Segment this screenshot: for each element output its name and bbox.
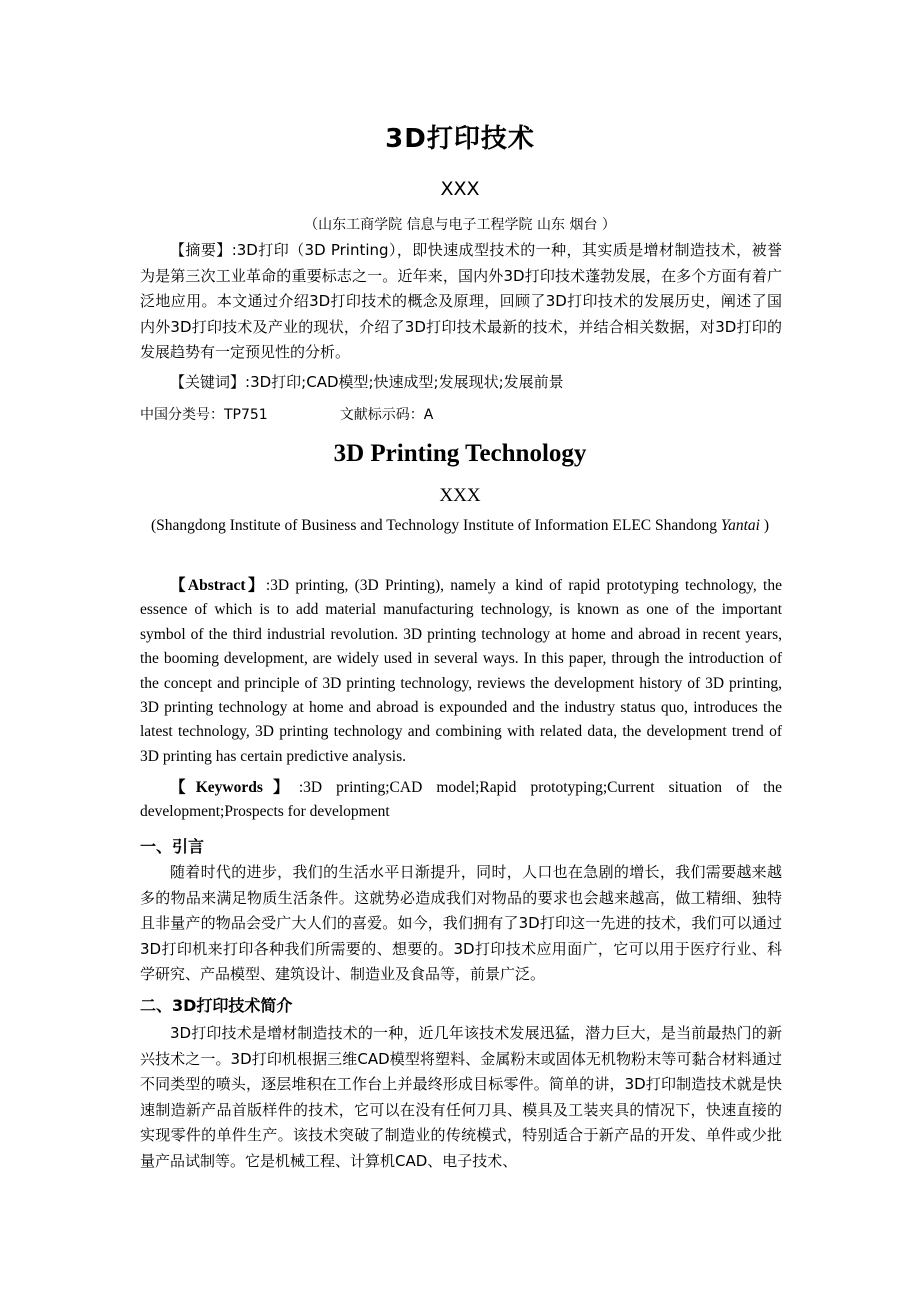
english-abstract-text: :3D printing, (3D Printing), namely a kind of rapid prototyping technology, the essence of which is to add material manufacturing technology, is known as one of the important symbol of the third industrial revolution. 3D printing technology at home and abroad in recent years, the booming development, are widely used in several ways. In this paper, through the introduction of the concept and principle of 3D printing technology, reviews the development history of 3D printing, 3D printing technology at home and abroad is expounded and the industry status quo, introduces the latest technology, 3D printing technology and combining with related data, the development trend of 3D printing has certain predictive analysis. (140, 577, 782, 765)
chinese-keywords-text: :3D打印;CAD模型;快速成型;发展现状;发展前景 (245, 373, 564, 391)
chinese-keywords-label: 【关键词】 (170, 373, 246, 391)
chinese-title: 3D打印技术 (385, 124, 535, 154)
classification-line (140, 403, 782, 429)
english-keywords-label: 【Keywords】 (170, 779, 299, 796)
chinese-abstract-label: 【摘要】 (170, 241, 232, 259)
english-affiliation-city: Yantai (720, 517, 760, 534)
chinese-abstract (140, 238, 782, 366)
english-title: 3D Printing Technology (333, 440, 587, 467)
class-number: 中国分类号：TP751 (140, 407, 268, 423)
section-body-introduction: 随着时代的进步，我们的生活水平日渐提升，同时，人口也在急剧的增长，我们需要越来越多的物品来满足物质生活条件。这就势必造成我们对物品的要求也会越来越高，做工精细、独特且非量产的物品会受广大人们的喜爱。如今，我们拥有了3D打印这一先进的技术，我们可以通过3D打印机来打印各种我们所需要的、想要的。3D打印技术应用面广，它可以用于医疗行业、科学研究、产品模型、建筑设计、制造业及食品等，前景广泛。 (140, 863, 782, 983)
section-body-3d-printing-overview: 3D打印技术是增材制造技术的一种，近几年该技术发展迅猛，潜力巨大，是当前最热门的新兴技术之一。3D打印机根据三维CAD模型将塑料、金属粉末或固体无机物粉末等可黏合材料通过不同类型的喷头，逐层堆积在工作台上并最终形成目标零件。简单的讲，3D打印制造技术就是快速制造新产品首版样件的技术，它可以在没有任何刀具、模具及工装夹具的情况下，快速直接的实现零件的单件生产。该技术突破了制造业的传统模式，特别适合于新产品的开发、单件或少批量产品试制等。它是机械工程、计算机CAD、电子技术、 (140, 1024, 782, 1170)
chinese-author: XXX (440, 178, 480, 200)
english-affiliation-main: (Shangdong Institute of Business and Technology Institute of Information ELEC Shandong (150, 517, 721, 534)
section-heading-3d-printing-overview: 二、3D打印技术简介 (140, 996, 293, 1015)
english-keywords (140, 776, 782, 825)
chinese-abstract-text: :3D打印（3D Printing），即快速成型技术的一种，其实质是增材制造技术，被誉为是第三次工业革命的重要标志之一。近年来，国内外3D打印技术蓬勃发展，在多个方面有着广泛地应用。本文通过介绍3D打印技术的概念及原理，回顾了3D打印技术的发展历史，阐述了国内外3D打印技术及产业的现状，介绍了3D打印技术最新的技术，并结合相关数据，对3D打印的发展趋势有一定预见性的分析。 (140, 241, 782, 361)
document-code: 文献标示码：A (339, 407, 434, 423)
chinese-affiliation: （山东工商学院 信息与电子工程学院 山东 烟台 ） (304, 217, 616, 233)
section-heading-introduction: 一、引言 (140, 837, 205, 856)
english-author: XXX (439, 485, 481, 506)
english-affiliation (0, 517, 920, 535)
english-keywords-text: :3D printing;CAD model;Rapid prototyping;Current situation of the development;Prospects for development (140, 779, 782, 821)
english-affiliation-end: ) (759, 517, 769, 534)
english-abstract-label: 【Abstract】 (170, 577, 266, 594)
chinese-keywords (140, 370, 782, 396)
english-abstract (140, 574, 782, 769)
